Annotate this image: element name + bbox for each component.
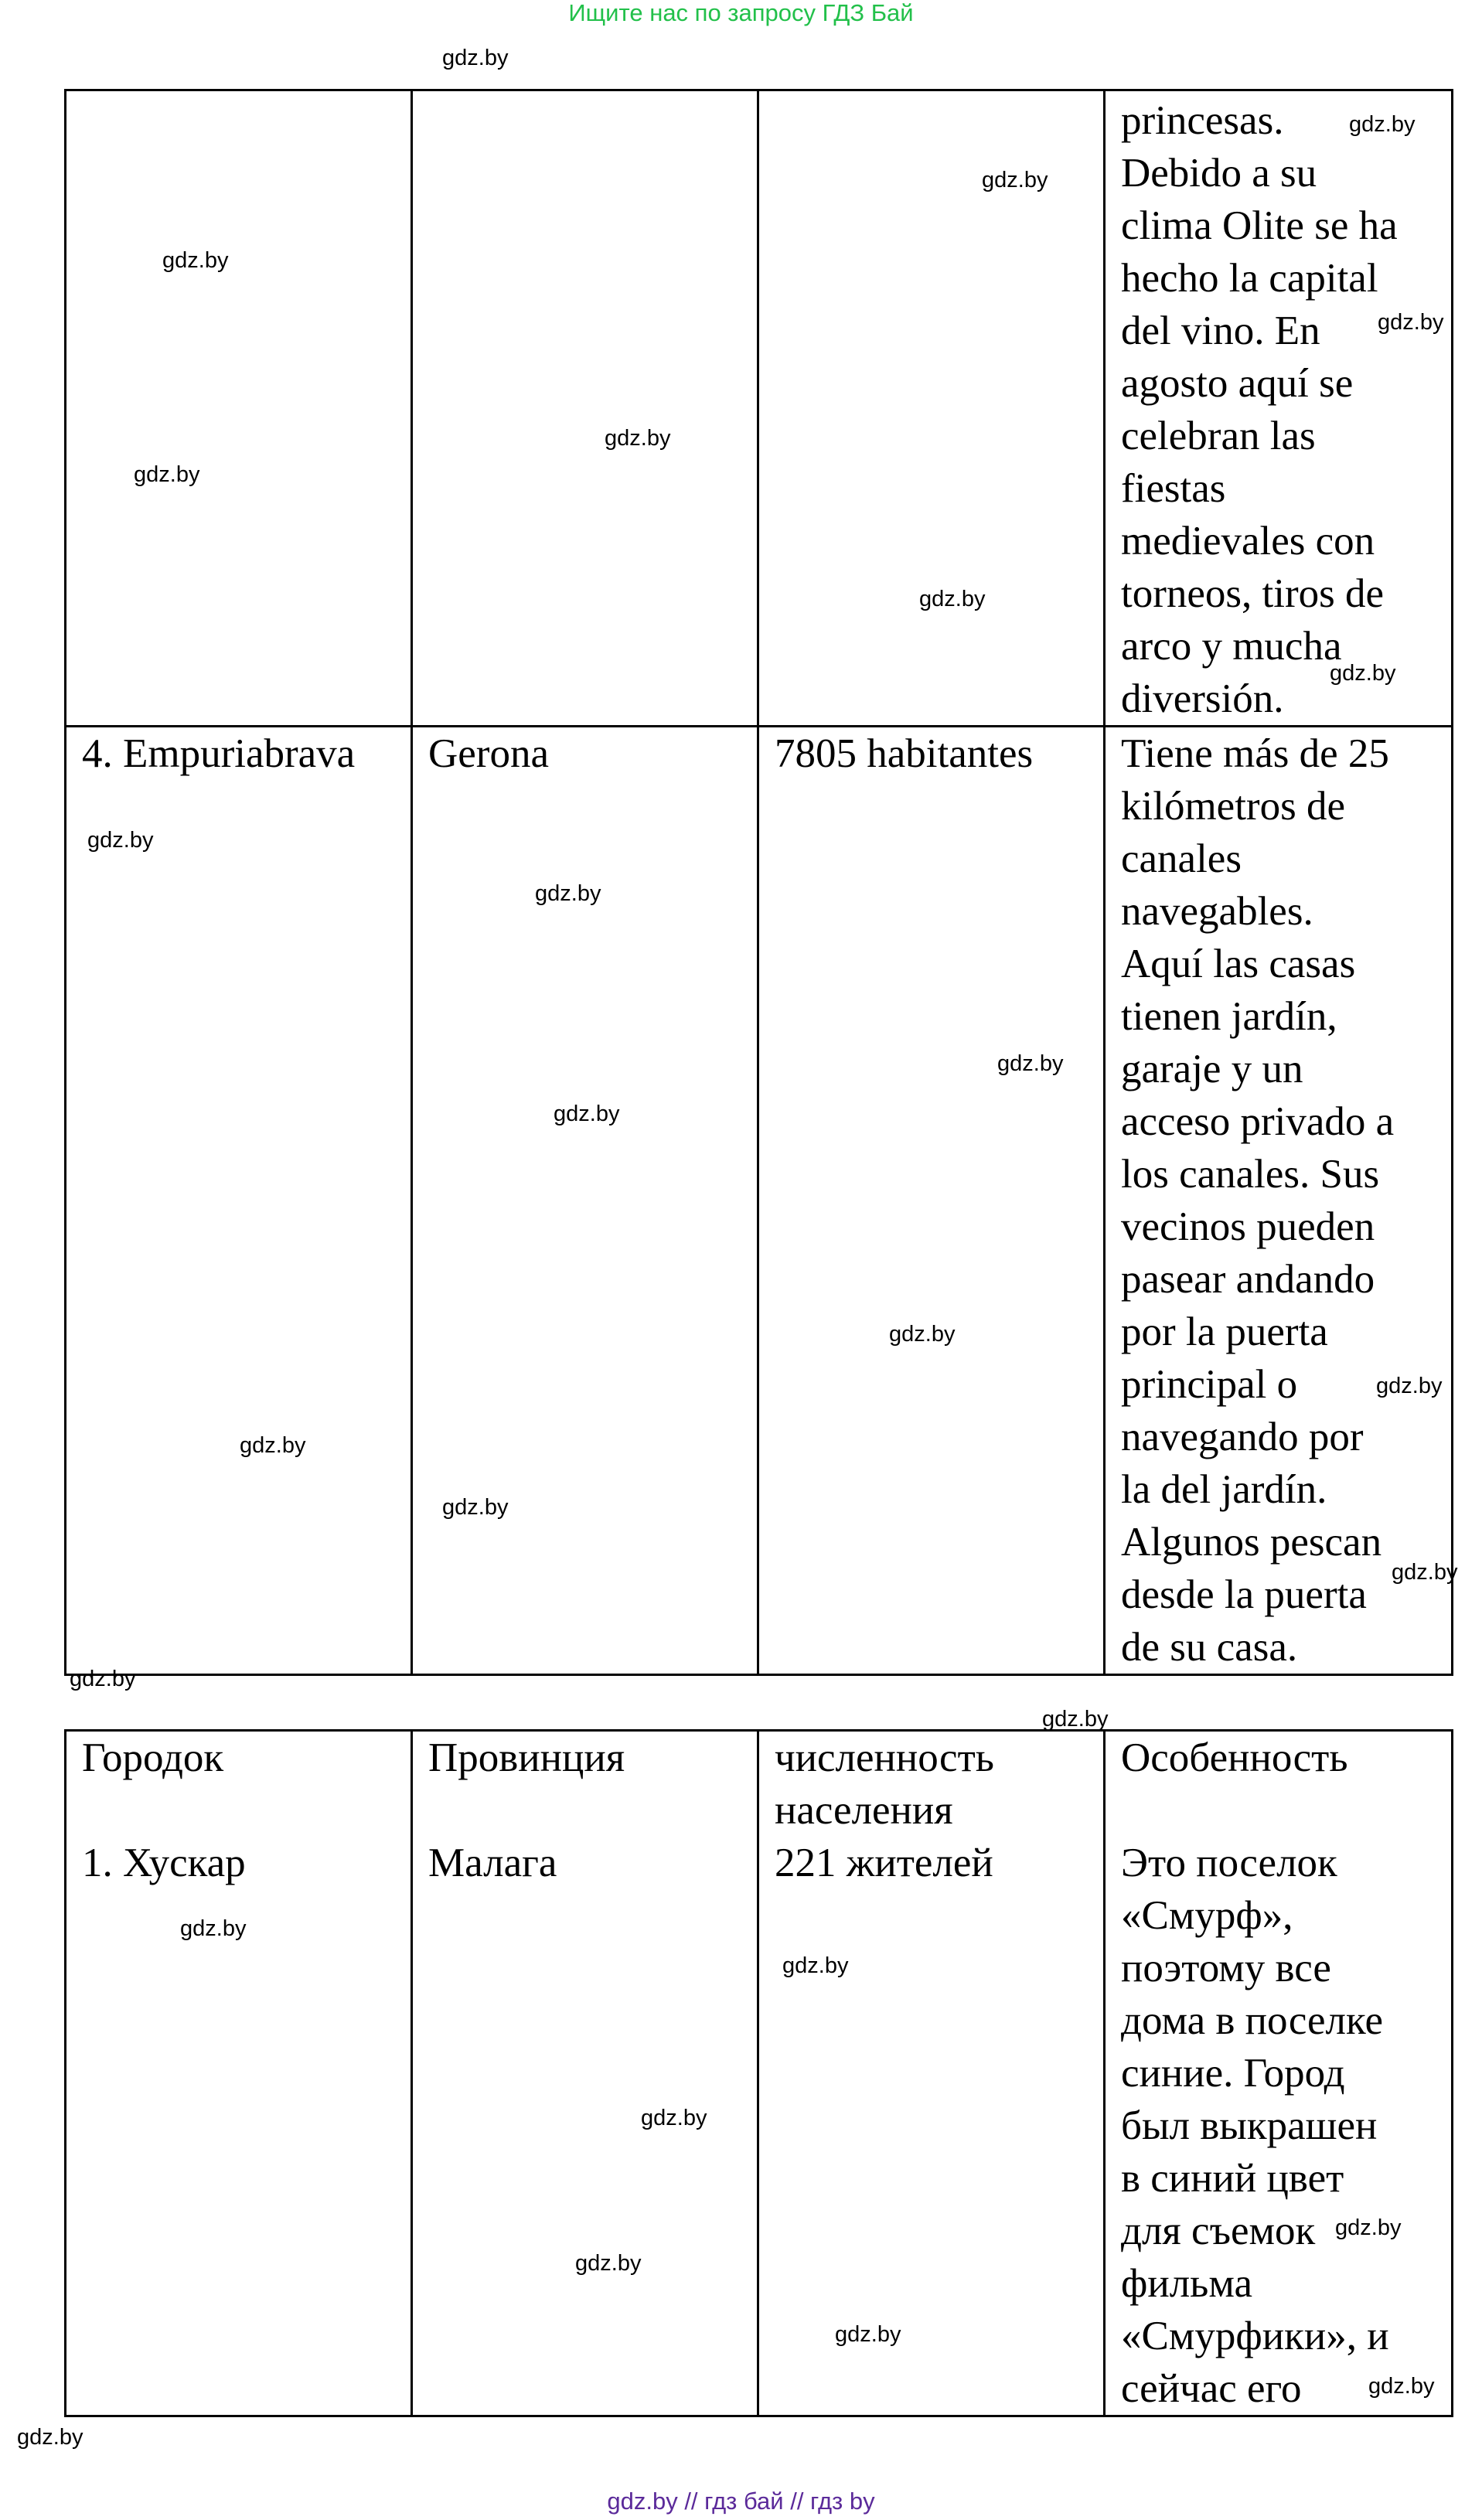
text-line: «Смурф»,	[1121, 1893, 1293, 1938]
text-line: torneos, tiros de	[1121, 571, 1385, 616]
text-line: tienen jardín,	[1121, 994, 1337, 1039]
spacer	[428, 1784, 741, 1837]
watermark: gdz.by	[442, 1495, 509, 1520]
text-line: canales	[1121, 836, 1242, 881]
population-value: 221 жителей	[775, 1841, 993, 1885]
header-feature: Особенность	[1121, 1735, 1348, 1780]
text-line: por la puerta	[1121, 1309, 1328, 1354]
text-line: Debido a su	[1121, 151, 1317, 196]
watermark: gdz.by	[442, 46, 509, 70]
cell-town	[66, 727, 412, 1675]
text-line: Aquí las casas	[1121, 942, 1356, 986]
watermark: gdz.by	[240, 1433, 306, 1458]
watermark: gdz.by	[554, 1102, 620, 1126]
table-row	[66, 90, 1453, 727]
cell-town	[66, 1731, 412, 2416]
text-line: princesas.	[1121, 98, 1284, 143]
cell-province	[412, 1731, 758, 2416]
text-line: Algunos pescan	[1121, 1520, 1382, 1565]
watermark: gdz.by	[180, 1916, 247, 1941]
text-line: fiestas	[1121, 466, 1226, 511]
cell-town	[66, 90, 412, 727]
province-name: Малага	[428, 1841, 557, 1885]
watermark: gdz.by	[1392, 1560, 1458, 1585]
cell-feature	[1105, 1731, 1453, 2416]
cell-population	[758, 1731, 1105, 2416]
cell-province	[412, 90, 758, 727]
text-line: arco y mucha	[1121, 624, 1342, 669]
spacer	[82, 1784, 395, 1837]
text-line: синие. Город	[1121, 2051, 1345, 2096]
text-line: principal o	[1121, 1362, 1298, 1407]
watermark: gdz.by	[889, 1322, 956, 1347]
town-name: 1. Хускар	[82, 1841, 246, 1885]
watermark: gdz.by	[919, 587, 986, 611]
watermark: gdz.by	[1330, 661, 1396, 686]
watermark: gdz.by	[1335, 2215, 1402, 2240]
text-line: clima Olite se ha	[1121, 203, 1398, 248]
text-line: «Смурфики», и	[1121, 2314, 1389, 2358]
text-line: los canales. Sus	[1121, 1152, 1380, 1197]
watermark: gdz.by	[162, 248, 229, 273]
watermark: gdz.by	[535, 881, 601, 906]
text-line: del vino. En	[1121, 308, 1320, 353]
cell-population	[758, 727, 1105, 1675]
table-row	[66, 1731, 1453, 2416]
text-line: дома в поселке	[1121, 1998, 1383, 2043]
watermark: gdz.by	[134, 462, 200, 487]
text-line: acceso privado a	[1121, 1099, 1395, 1144]
spacer	[1121, 1784, 1443, 1837]
watermark: gdz.by	[1376, 1374, 1443, 1398]
text-line: Tiene más de 25	[1121, 731, 1389, 776]
text-line: vecinos pueden	[1121, 1204, 1375, 1249]
text-line: de su casa.	[1121, 1625, 1298, 1670]
text-line: сейчас его	[1121, 2366, 1302, 2411]
text-line: medievales con	[1121, 519, 1375, 564]
cell-population	[758, 90, 1105, 727]
watermark: gdz.by	[17, 2425, 83, 2450]
text-line: agosto aquí se	[1121, 361, 1354, 406]
town-name: 4. Empuriabrava	[82, 731, 356, 776]
text-line: для съемок	[1121, 2208, 1316, 2253]
watermark: gdz.by	[982, 168, 1048, 192]
text-line: hecho la capital	[1121, 256, 1378, 301]
text-line: desde la puerta	[1121, 1572, 1367, 1617]
cell-feature	[1105, 90, 1453, 727]
text-line: поэтому все	[1121, 1946, 1331, 1990]
search-banner: Ищите нас по запросу ГДЗ Бай	[568, 0, 914, 26]
text-line: kilómetros de	[1121, 784, 1345, 829]
watermark: gdz.by	[575, 2251, 642, 2276]
watermark: gdz.by	[1368, 2374, 1435, 2399]
footer-links[interactable]: gdz.by // гдз бай // гдз by	[607, 2488, 875, 2515]
text-line: Это поселок	[1121, 1841, 1337, 1885]
text-line: navegables.	[1121, 889, 1313, 934]
watermark: gdz.by	[1042, 1707, 1109, 1732]
text-line: фильма	[1121, 2261, 1253, 2306]
cell-province	[412, 727, 758, 1675]
header-population: населения	[775, 1788, 953, 1833]
text-line: garaje y un	[1121, 1047, 1303, 1091]
watermark: gdz.by	[1378, 310, 1444, 335]
watermark: gdz.by	[782, 1953, 849, 1978]
towns-table-russian	[64, 1729, 1453, 2417]
header-town: Городок	[82, 1735, 224, 1780]
province-name: Gerona	[428, 731, 549, 776]
watermark: gdz.by	[1349, 112, 1416, 137]
header-population: численность	[775, 1735, 994, 1780]
watermark: gdz.by	[70, 1667, 136, 1691]
watermark: gdz.by	[87, 828, 154, 853]
table-row	[66, 727, 1453, 1675]
text-line: pasear andando	[1121, 1257, 1375, 1302]
watermark: gdz.by	[605, 426, 671, 451]
population-value: 7805 habitantes	[775, 731, 1034, 776]
text-line: был выкрашен	[1121, 2103, 1378, 2148]
text-line: celebran las	[1121, 414, 1316, 458]
text-line: la del jardín.	[1121, 1467, 1327, 1512]
watermark: gdz.by	[641, 2106, 707, 2130]
cell-feature	[1105, 727, 1453, 1675]
text-line: navegando por	[1121, 1415, 1364, 1459]
header-province: Провинция	[428, 1735, 625, 1780]
text-line: diversión.	[1121, 676, 1284, 721]
watermark: gdz.by	[997, 1051, 1064, 1076]
text-line: в синий цвет	[1121, 2156, 1344, 2201]
watermark: gdz.by	[835, 2322, 901, 2347]
